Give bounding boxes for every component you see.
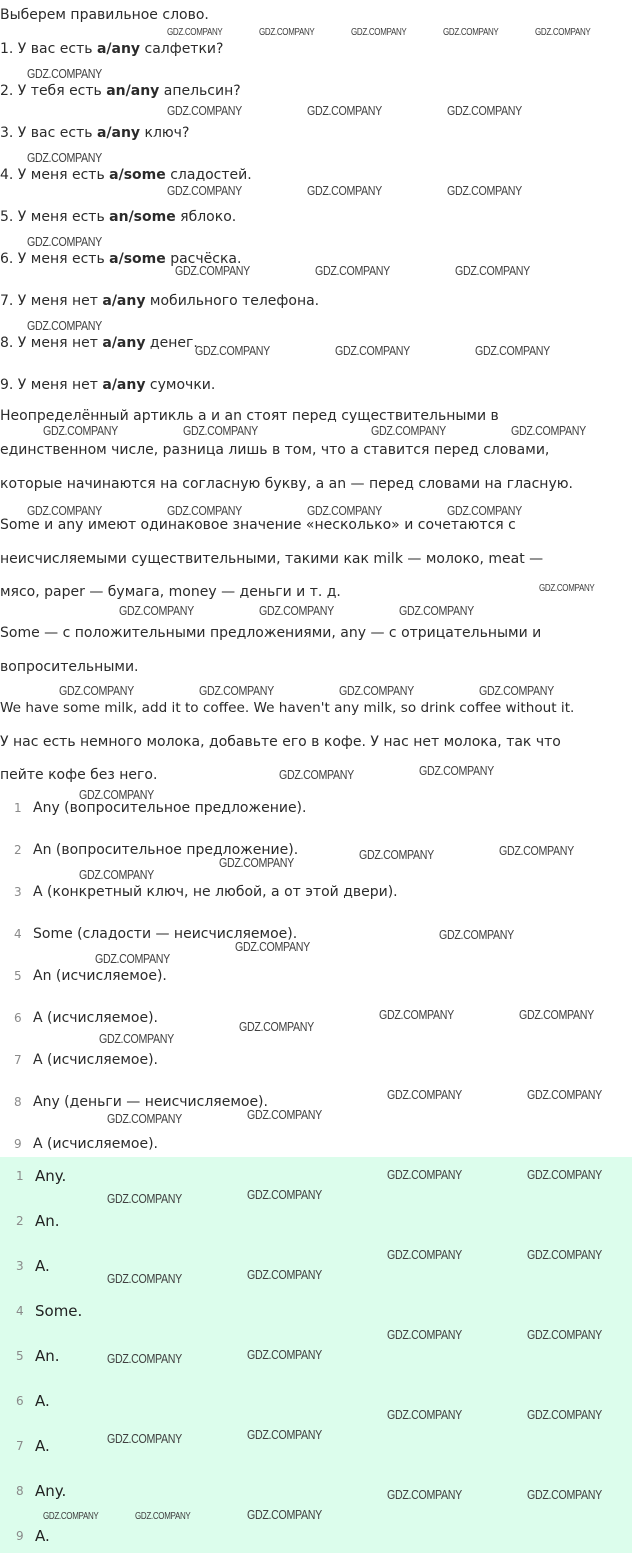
item-number: 4 [16,1304,24,1318]
answer-text: An. [35,1212,60,1230]
question-options: a/some [109,167,166,183]
watermark: GDZ.COMPANY [359,847,434,862]
question-text: 4. У меня есть [0,167,110,183]
question-text: 9. У меня нет [0,377,103,393]
item-number: 9 [16,1529,24,1543]
watermark: GDZ.COMPANY [79,787,154,802]
question-text: 1. У вас есть [0,41,97,57]
watermark: GDZ.COMPANY [167,27,223,38]
question-text: 3. У вас есть [0,125,97,141]
question-text: расчёска. [165,251,242,267]
watermark: GDZ.COMPANY [27,66,102,81]
watermark: GDZ.COMPANY [183,423,258,438]
watermark: GDZ.COMPANY [519,1007,594,1022]
watermark: GDZ.COMPANY [447,503,522,518]
watermark: GDZ.COMPANY [335,343,410,358]
watermark: GDZ.COMPANY [399,603,474,618]
reason-text: Any (вопросительное предложение). [33,800,307,816]
reason-text: A (исчисляемое). [33,1136,158,1152]
question-item [0,80,241,102]
watermark: GDZ.COMPANY [59,683,134,698]
question-item [0,206,236,228]
question-text: 6. У меня есть [0,251,110,267]
reason-text: A (исчисляемое). [33,1052,158,1068]
reason-text: Some (сладости — неисчисляемое). [33,926,298,942]
item-number: 2 [14,843,22,857]
item-number: 1 [14,801,22,815]
question-item [0,332,198,354]
watermark: GDZ.COMPANY [95,951,170,966]
watermark: GDZ.COMPANY [107,1271,182,1286]
item-number: 2 [16,1214,24,1228]
watermark: GDZ.COMPANY [511,423,586,438]
explanation-line: Some — с положительными предложениями, any — с отрицательными и [0,625,542,641]
question-item [0,374,215,396]
watermark: GDZ.COMPANY [279,767,354,782]
answer-text: A. [35,1392,50,1410]
watermark: GDZ.COMPANY [167,183,242,198]
explanation-line: мясо, paper — бумага, money — деньги и т. д. [0,584,341,600]
example-sentence: We have some milk, add it to coffee. We haven't any milk, so drink coffee without it. [0,700,575,716]
question-item [0,290,319,312]
explanation-line: Some и any имеют одинаковое значение «несколько» и сочетаются с [0,517,516,533]
item-number: 1 [16,1169,24,1183]
watermark: GDZ.COMPANY [527,1247,602,1262]
watermark: GDZ.COMPANY [107,1111,182,1126]
watermark: GDZ.COMPANY [247,1267,322,1282]
watermark: GDZ.COMPANY [167,103,242,118]
item-number: 3 [16,1259,24,1273]
watermark: GDZ.COMPANY [527,1407,602,1422]
item-number: 5 [16,1349,24,1363]
watermark: GDZ.COMPANY [499,843,574,858]
watermark: GDZ.COMPANY [439,927,514,942]
item-number: 4 [14,927,22,941]
watermark: GDZ.COMPANY [443,27,499,38]
question-text: 2. У тебя есть [0,83,107,99]
answer-text: Any. [35,1482,67,1500]
watermark: GDZ.COMPANY [195,343,270,358]
explanation-line: неисчисляемыми существительными, такими как milk — молоко, meat — [0,551,544,567]
item-number: 6 [16,1394,24,1408]
watermark: GDZ.COMPANY [247,1187,322,1202]
question-options: a/some [109,251,166,267]
question-item [0,122,189,144]
reason-text: A (конкретный ключ, не любой, а от этой двери). [33,884,398,900]
watermark: GDZ.COMPANY [167,503,242,518]
watermark: GDZ.COMPANY [387,1407,462,1422]
watermark: GDZ.COMPANY [527,1087,602,1102]
watermark: GDZ.COMPANY [27,234,102,249]
example-translation: У нас есть немного молока, добавьте его в кофе. У нас нет молока, так что [0,734,561,750]
watermark: GDZ.COMPANY [315,263,390,278]
watermark: GDZ.COMPANY [387,1247,462,1262]
watermark: GDZ.COMPANY [539,583,595,594]
item-number: 8 [16,1484,24,1498]
explanation-line: вопросительными. [0,659,139,675]
question-options: a/any [102,293,146,309]
reason-text: A (исчисляемое). [33,1010,158,1026]
answer-text: Any. [35,1167,67,1185]
question-text: ключ? [140,125,190,141]
watermark: GDZ.COMPANY [307,183,382,198]
answer-text: A. [35,1527,50,1545]
watermark: GDZ.COMPANY [27,150,102,165]
reason-text: Any (деньги — неисчисляемое). [33,1094,268,1110]
item-number: 7 [14,1053,22,1067]
item-number: 7 [16,1439,24,1453]
watermark: GDZ.COMPANY [307,503,382,518]
question-text: яблоко. [175,209,237,225]
question-text: сумочки. [145,377,216,393]
question-text: апельсин? [159,83,241,99]
watermark: GDZ.COMPANY [379,1007,454,1022]
watermark: GDZ.COMPANY [27,318,102,333]
question-text: денег. [145,335,198,351]
watermark: GDZ.COMPANY [247,1507,322,1522]
question-options: a/any [102,335,146,351]
watermark: GDZ.COMPANY [199,683,274,698]
item-number: 5 [14,969,22,983]
explanation-line: Неопределённый артикль a и an стоят перед существительными в [0,408,499,424]
explanation-line: которые начинаются на согласную букву, а an — перед словами на гласную. [0,476,573,492]
watermark: GDZ.COMPANY [527,1167,602,1182]
watermark: GDZ.COMPANY [535,27,591,38]
question-text: салфетки? [140,41,224,57]
watermark: GDZ.COMPANY [235,939,310,954]
watermark: GDZ.COMPANY [447,103,522,118]
answer-text: A. [35,1437,50,1455]
watermark: GDZ.COMPANY [527,1327,602,1342]
reason-text: An (вопросительное предложение). [33,842,299,858]
watermark: GDZ.COMPANY [371,423,446,438]
reason-text: An (исчисляемое). [33,968,167,984]
watermark: GDZ.COMPANY [475,343,550,358]
watermark: GDZ.COMPANY [419,763,494,778]
watermark: GDZ.COMPANY [259,603,334,618]
watermark: GDZ.COMPANY [247,1347,322,1362]
question-item [0,164,252,186]
answer-text: Some. [35,1302,83,1320]
watermark: GDZ.COMPANY [455,263,530,278]
item-number: 8 [14,1095,22,1109]
watermark: GDZ.COMPANY [107,1351,182,1366]
question-options: a/any [102,377,146,393]
watermark: GDZ.COMPANY [79,867,154,882]
question-text: сладостей. [165,167,252,183]
question-text: 7. У меня нет [0,293,103,309]
watermark: GDZ.COMPANY [351,27,407,38]
question-options: a/any [96,125,141,141]
watermark: GDZ.COMPANY [175,263,250,278]
page-title: Выберем правильное слово. [0,7,209,23]
question-text: мобильного телефона. [145,293,320,309]
answer-text: An. [35,1347,60,1365]
watermark: GDZ.COMPANY [339,683,414,698]
watermark: GDZ.COMPANY [239,1019,314,1034]
example-translation: пейте кофе без него. [0,767,158,783]
item-number: 3 [14,885,22,899]
question-text: 5. У меня есть [0,209,110,225]
answers-block [0,1157,632,1553]
answer-text: A. [35,1257,50,1275]
question-options: an/any [106,83,160,99]
watermark: GDZ.COMPANY [387,1087,462,1102]
watermark: GDZ.COMPANY [247,1107,322,1122]
watermark: GDZ.COMPANY [259,27,315,38]
watermark: GDZ.COMPANY [27,503,102,518]
question-options: an/some [109,209,176,225]
item-number: 9 [14,1137,22,1151]
watermark: GDZ.COMPANY [43,423,118,438]
watermark: GDZ.COMPANY [387,1487,462,1502]
watermark: GDZ.COMPANY [107,1431,182,1446]
question-text: 8. У меня нет [0,335,103,351]
watermark: GDZ.COMPANY [479,683,554,698]
watermark: GDZ.COMPANY [119,603,194,618]
question-options: a/any [96,41,141,57]
watermark: GDZ.COMPANY [99,1031,174,1046]
watermark: GDZ.COMPANY [387,1167,462,1182]
question-item [0,248,241,270]
watermark: GDZ.COMPANY [107,1191,182,1206]
watermark: GDZ.COMPANY [447,183,522,198]
watermark: GDZ.COMPANY [527,1487,602,1502]
watermark: GDZ.COMPANY [135,1511,191,1522]
explanation-line: единственном числе, разница лишь в том, что a ставится перед словами, [0,442,550,458]
watermark: GDZ.COMPANY [307,103,382,118]
watermark: GDZ.COMPANY [219,855,294,870]
watermark: GDZ.COMPANY [247,1427,322,1442]
watermark: GDZ.COMPANY [387,1327,462,1342]
watermark: GDZ.COMPANY [43,1511,99,1522]
question-item [0,38,223,60]
item-number: 6 [14,1011,22,1025]
